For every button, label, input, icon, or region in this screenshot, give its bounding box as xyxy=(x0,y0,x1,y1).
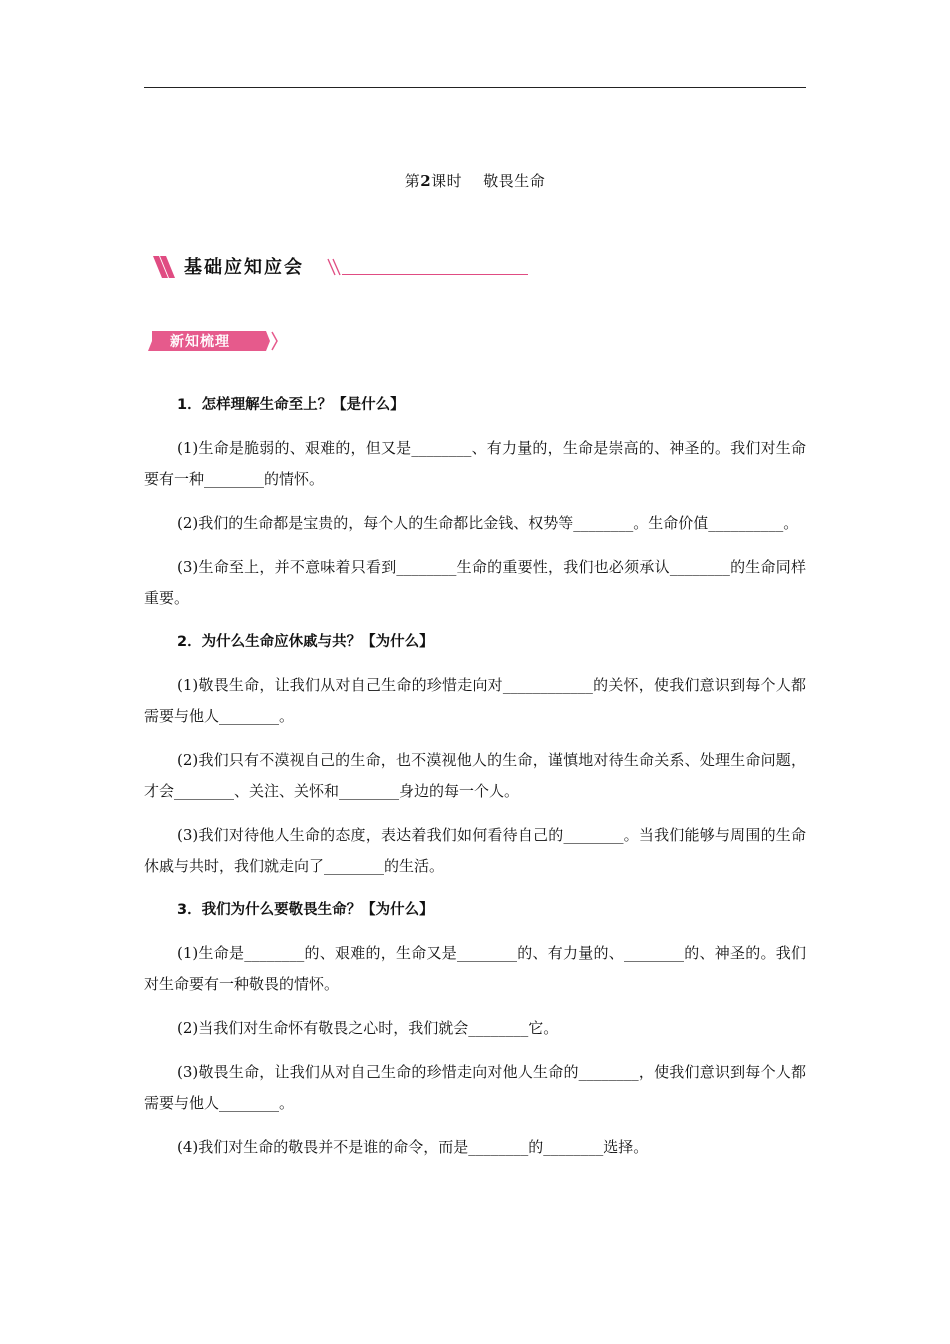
question-title: 1．怎样理解生命至上？【是什么】 xyxy=(177,397,405,413)
question-title: 2．为什么生命应休戚与共？【为什么】 xyxy=(177,634,434,650)
question-paragraph: (2)我们的生命都是宝贵的，每个人的生命都比金钱、权势等________。生命价值__________。 xyxy=(177,514,799,532)
question-paragraph: (3)我们对待他人生命的态度，表达着我们如何看待自己的________。当我们能够与周围的生命休戚与共时，我们就走向了________的生活。 xyxy=(144,826,806,875)
lesson-number: 2 xyxy=(420,172,432,190)
question-paragraph: (1)生命是脆弱的、艰难的，但又是________、有力量的，生命是崇高的、神圣的。我们对生命要有一种________的情怀。 xyxy=(144,439,806,488)
content xyxy=(144,390,806,1163)
lesson-title xyxy=(0,170,950,191)
header-rule xyxy=(144,87,806,88)
lesson-topic: 敬畏生命 xyxy=(483,172,546,190)
banner-underline xyxy=(342,274,528,275)
double-slash-icon xyxy=(150,254,178,280)
question-paragraph: (2)当我们对生命怀有敬畏之心时，我们就会________它。 xyxy=(177,1019,559,1037)
sub-tag xyxy=(148,330,278,352)
question-paragraph: (1)生命是________的、艰难的，生命又是________的、有力量的、________的、神圣的。我们对生命要有一种敬畏的情怀。 xyxy=(144,944,806,993)
question-paragraph: (3)生命至上，并不意味着只看到________生命的重要性，我们也必须承认________的生命同样重要。 xyxy=(144,558,806,607)
lesson-suffix: 课时 xyxy=(431,172,463,190)
question-paragraph: (4)我们对生命的敬畏并不是谁的命令，而是________的________选择。 xyxy=(177,1138,649,1156)
question-paragraph: (3)敬畏生命，让我们从对自己生命的珍惜走向对他人生命的________，使我们意识到每个人都需要与他人________。 xyxy=(144,1063,806,1112)
lesson-prefix: 第 xyxy=(404,172,421,190)
section-banner xyxy=(150,252,530,282)
question-paragraph: (1)敬畏生命，让我们从对自己生命的珍惜走向对____________的关怀，使我们意识到每个人都需要与他人________。 xyxy=(144,676,806,725)
question-title: 3．我们为什么要敬畏生命？【为什么】 xyxy=(177,902,434,918)
sub-tag-label: 新知梳理 xyxy=(170,334,230,350)
question-paragraph: (2)我们只有不漠视自己的生命，也不漠视他人的生命，谨慎地对待生命关系、处理生命问题，才会________、关注、关怀和________身边的每一个人。 xyxy=(144,751,806,800)
section-banner-label: 基础应知应会 xyxy=(184,257,304,278)
